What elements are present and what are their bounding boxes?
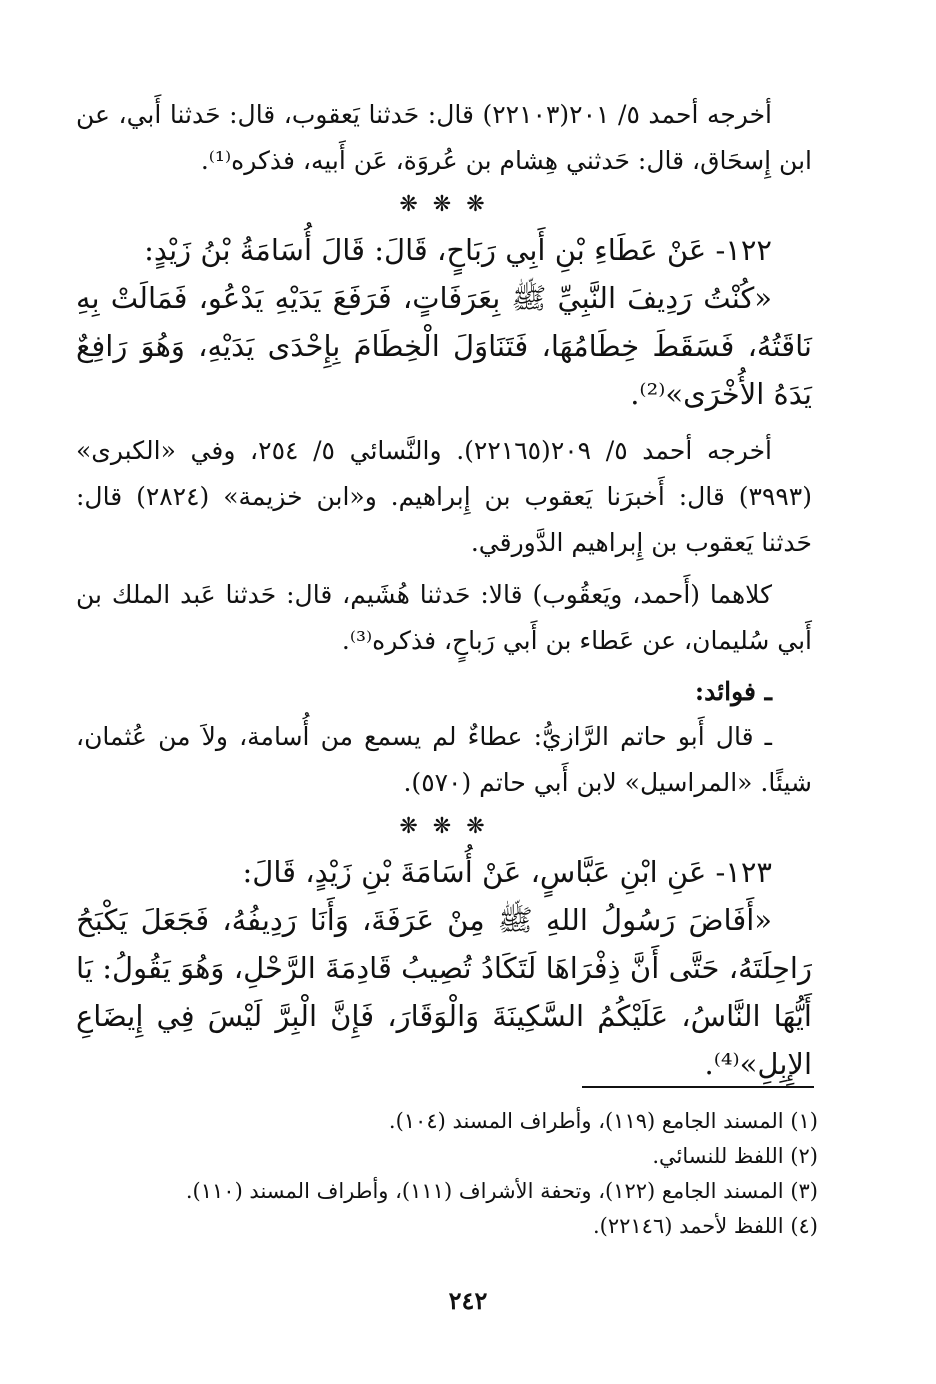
takhrij-paragraph-1: أخرجه أحمد ٥/ ٢٠١(٢٢١٠٣) قال: حَدثنا يَعقوب، قال: حَدثنا أَبي، عن ابن إِسحَاق، قال: حَدثني هِشام بن عُروَة، عَن أَبيه، فذكره⁽¹⁾. xyxy=(76,100,812,175)
hadith-123-matn: «أَفَاضَ رَسُولُ اللهِ ﷺ مِنْ عَرَفَةَ، وَأَنَا رَدِيفُهُ، فَجَعَلَ يَكْبَحُ رَاحِلَتَهُ، حَتَّى أَنَّ ذِفْرَاهَا لَتَكَادُ تُصِيبُ قَادِمَةَ الرَّحْلِ، وَهُوَ يَقُولُ: يَا أَيُّهَا النَّاسُ، عَلَيْكُمُ السَّكِينَةَ وَالْوَقَارَ، فَإِنَّ الْبِرَّ لَيْسَ فِي إِيضَاعِ الإِبِلِ»⁽⁴⁾. xyxy=(76,903,812,1081)
page-number: ٢٤٢ xyxy=(448,1286,488,1315)
footnote-3: (٣) المسند الجامع (١٢٢)، وتحفة الأشراف (١١١)، وأطراف المسند (١١٠). xyxy=(185,1179,818,1203)
fawaid-heading: ـ فوائد: xyxy=(694,677,772,706)
section-separator: ❋ ❋ ❋ xyxy=(399,814,489,839)
takhrij-paragraph-2: أخرجه أحمد ٥/ ٢٠٩(٢٢١٦٥). والنَّسائي ٥/ ٢٥٤، وفي «الكبرى» (٣٩٩٣) قال: أَخبرَنا يَعقوب بن إِبراهيم. و«ابن خزيمة» (٢٨٢٤) قال: حَدثنا يَعقوب بن إِبراهيم الدَّورقي. xyxy=(76,436,812,557)
hadith-122-matn: «كُنْتُ رَدِيفَ النَّبِيِّ ﷺ بِعَرَفَاتٍ، فَرَفَعَ يَدَيْهِ يَدْعُو، فَمَالَتْ بِهِ نَاقَتُهُ، فَسَقَطَ خِطَامُهَا، فَتَنَاوَلَ الْخِطَامَ بِإِحْدَى يَدَيْهِ، وَهُوَ رَافِعٌ يَدَهُ الأُخْرَى»⁽²⁾. xyxy=(76,281,812,411)
fawaid-paragraph: ـ قال أَبو حاتم الرَّازيُّ: عطاءٌ لم يسمع من أُسامة، ولاَ من عُثمان، شيئًا. «المراسيل» لابن أَبي حاتم (٥٧٠). xyxy=(76,722,812,797)
footnote-divider xyxy=(582,1086,814,1088)
section-separator: ❋ ❋ ❋ xyxy=(399,192,489,217)
footnote-2: (٢) اللفظ للنسائي. xyxy=(652,1144,818,1168)
takhrij-paragraph-3: كلاهما (أَحمد، ويَعقُوب) قالا: حَدثنا هُشَيم، قال: حَدثنا عَبد الملك بن أَبي سُليمان، عن عَطاء بن أَبي رَباحٍ، فذكره⁽³⁾. xyxy=(76,580,812,655)
footnotes xyxy=(120,1104,818,1244)
footnote-1: (١) المسند الجامع (١١٩)، وأطراف المسند (١٠٤). xyxy=(388,1109,818,1133)
footnote-4: (٤) اللفظ لأحمد (٢٢١٤٦). xyxy=(592,1214,818,1238)
main-text xyxy=(76,92,812,1098)
hadith-123-isnad: ١٢٣- عَنِ ابْنِ عَبَّاسٍ، عَنْ أُسَامَةَ بْنِ زَيْدٍ، قَالَ: xyxy=(242,855,772,889)
hadith-122-isnad: ١٢٢- عَنْ عَطَاءِ بْنِ أَبِي رَبَاحٍ، قَالَ: قَالَ أُسَامَةُ بْنُ زَيْدٍ: xyxy=(144,233,772,267)
